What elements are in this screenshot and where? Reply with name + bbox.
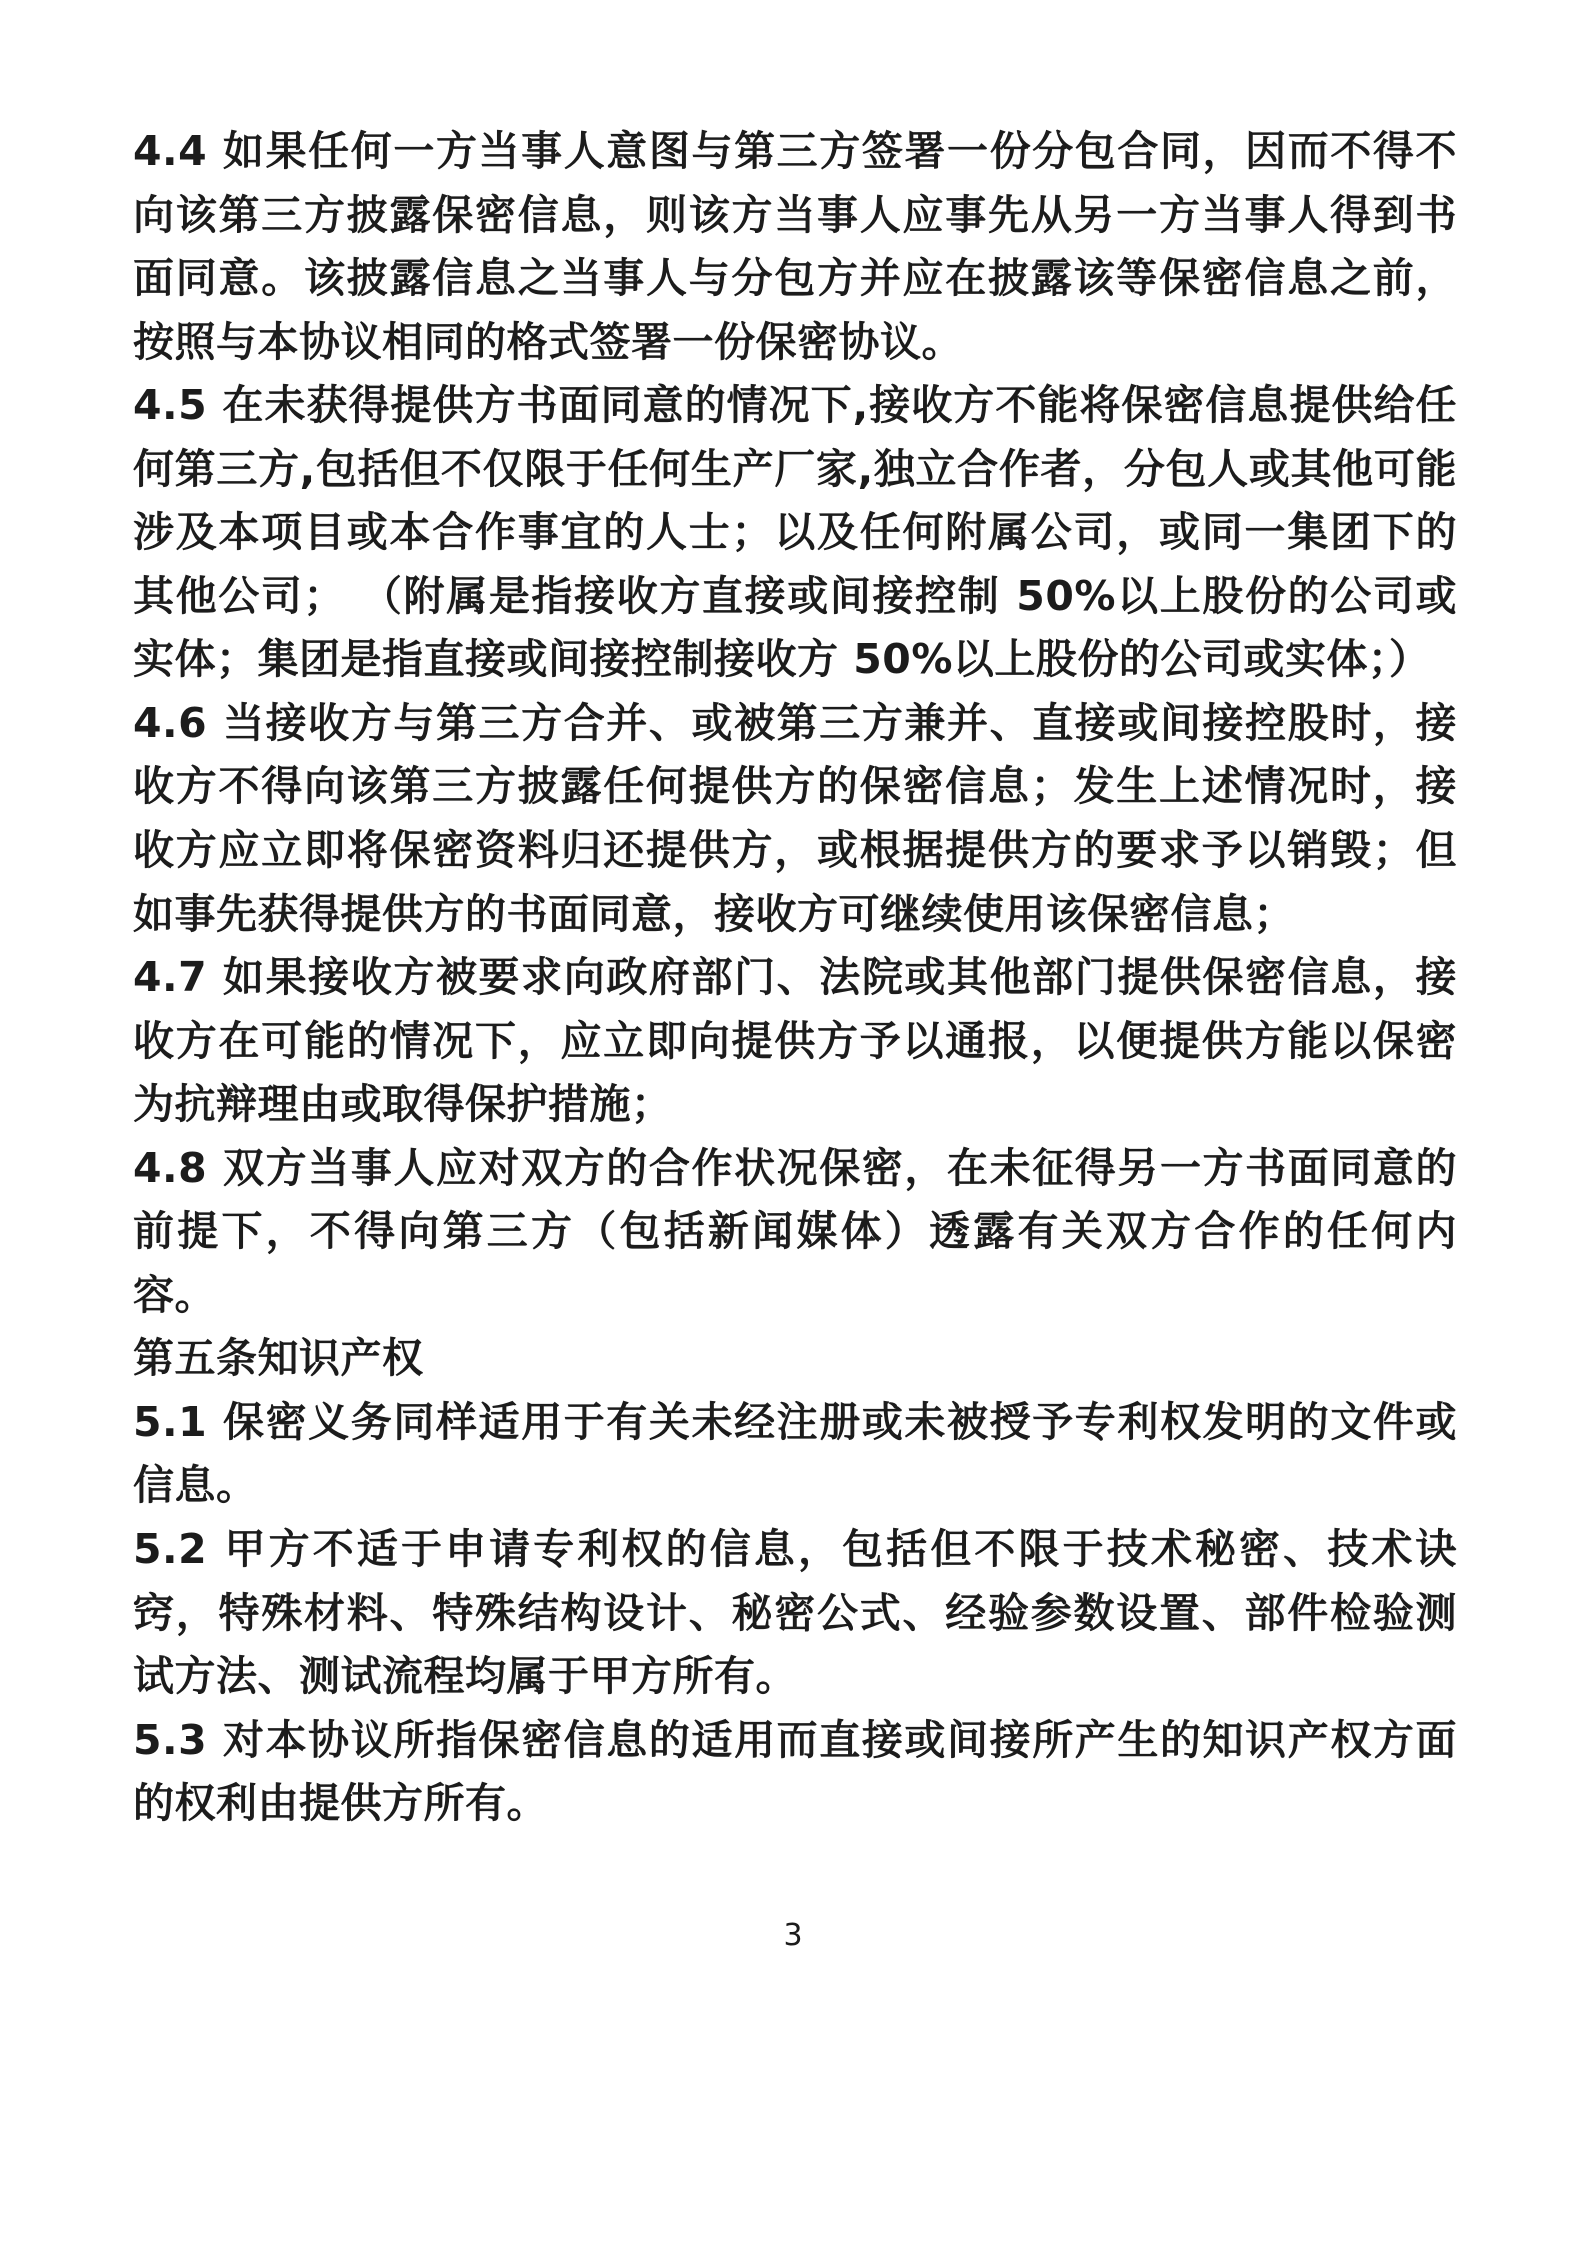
paragraph-5-3: 5.3 对本协议所指保密信息的适用而直接或间接所产生的知识产权方面的权利由提供方所有。 <box>133 1715 1457 1828</box>
paragraph-4-6: 4.6 当接收方与第三方合并、或被第三方兼并、直接或间接控股时，接收方不得向该第三方披露任何提供方的保密信息；发生上述情况时，接收方应立即将保密资料归还提供方，或根据提供方的要求予以销毁；但如事先获得提供方的书面同意，接收方可继续使用该保密信息； <box>133 698 1457 938</box>
paragraph-4-8: 4.8 双方当事人应对双方的合作状况保密，在未征得另一方书面同意的前提下，不得向第三方（包括新闻媒体）透露有关双方合作的任何内容。 <box>133 1143 1457 1319</box>
document-body <box>133 120 1457 1836</box>
paragraph-5-1: 5.1 保密义务同样适用于有关未经注册或未被授予专利权发明的文件或信息。 <box>133 1397 1457 1510</box>
paragraph-4-7: 4.7 如果接收方被要求向政府部门、法院或其他部门提供保密信息，接收方在可能的情况下，应立即向提供方予以通报，以便提供方能以保密为抗辩理由或取得保护措施； <box>133 953 1457 1129</box>
paragraph-5-2: 5.2 甲方不适于申请专利权的信息，包括但不限于技术秘密、技术诀窍，特殊材料、特殊结构设计、秘密公式、经验参数设置、部件检验测试方法、测试流程均属于甲方所有。 <box>133 1525 1457 1701</box>
page-number: 3 <box>783 1918 803 1953</box>
section-heading-article-5: 第五条知识产权 <box>133 1334 424 1383</box>
paragraph-4-4: 4.4 如果任何一方当事人意图与第三方签署一份分包合同，因而不得不向该第三方披露保密信息，则该方当事人应事先从另一方当事人得到书面同意。该披露信息之当事人与分包方并应在披露该等保密信息之前，按照与本协议相同的格式签署一份保密协议。 <box>133 127 1457 366</box>
paragraph-4-5: 4.5 在未获得提供方书面同意的情况下,接收方不能将保密信息提供给任何第三方,包括但不仅限于任何生产厂家,独立合作者，分包人或其他可能涉及本项目或本合作事宜的人士；以及任何附属公司，或同一集团下的其他公司； （附属是指接收方直接或间接控制 50%以上股份的公司或实体；集团是指直接或间接控制接收方 50%以上股份的公司或实体；） <box>133 381 1457 684</box>
